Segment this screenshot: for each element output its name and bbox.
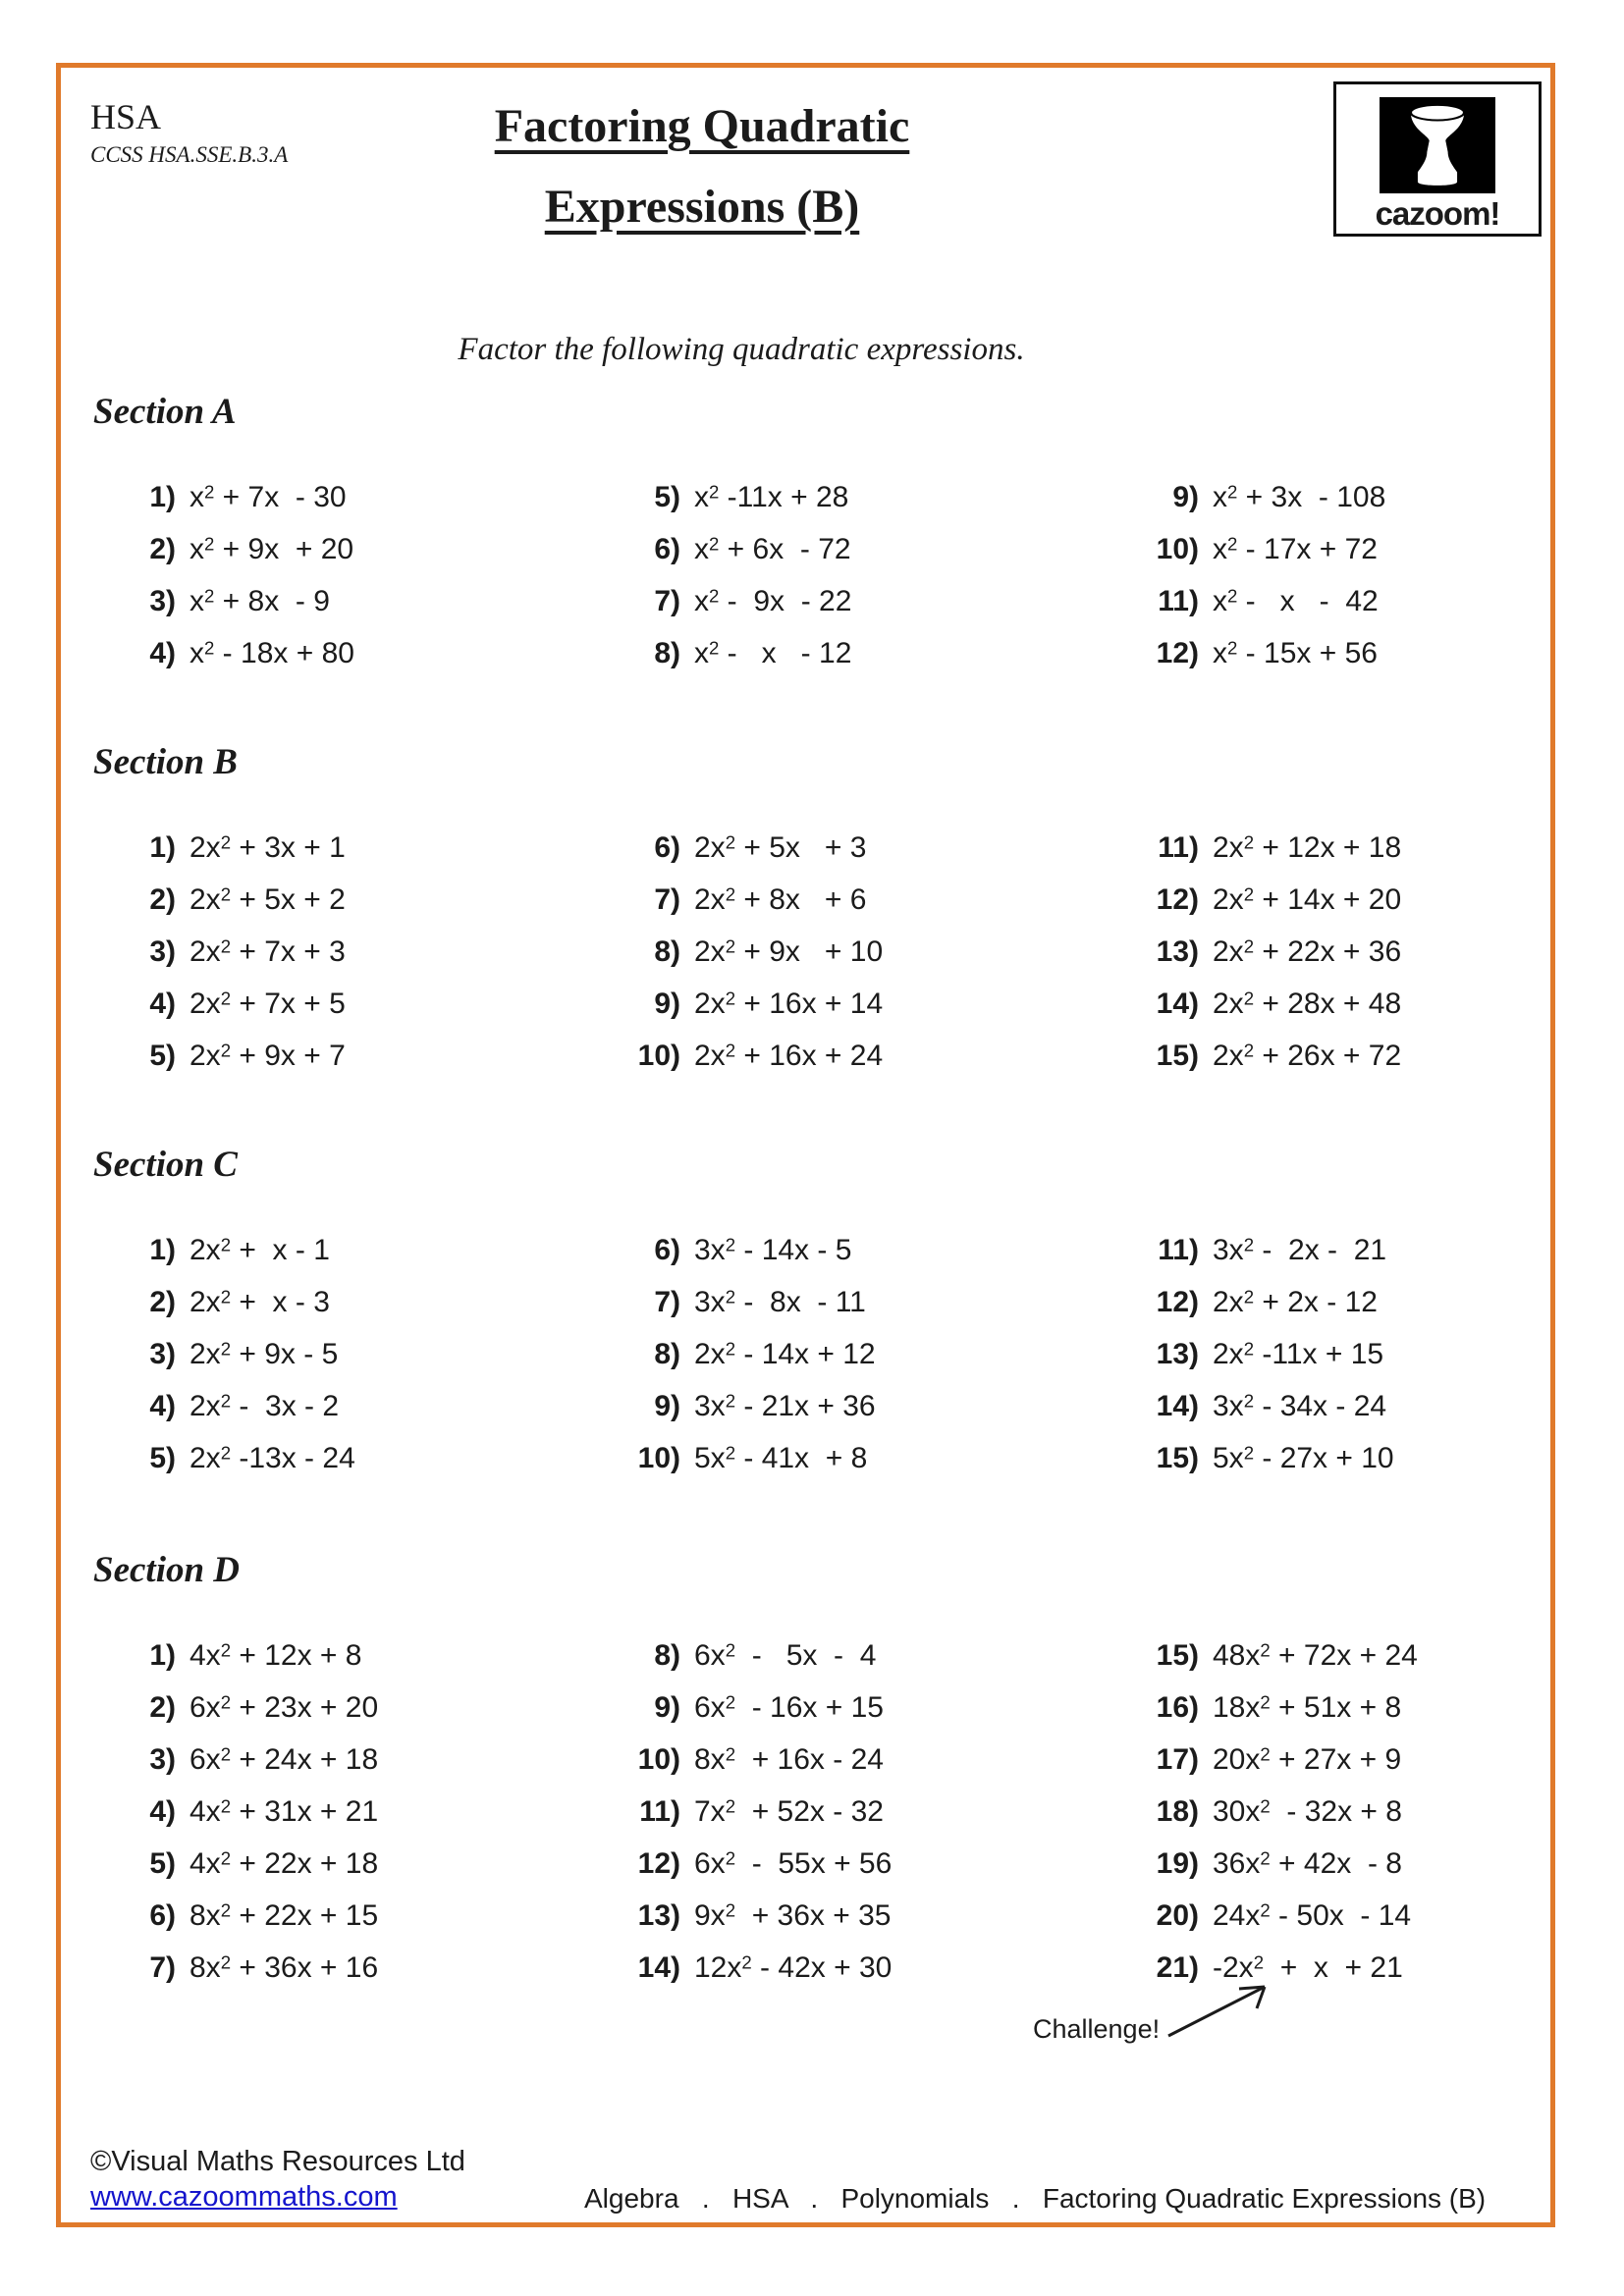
- problem-number: 7): [654, 883, 680, 916]
- problem-number: 9): [1172, 481, 1199, 513]
- problem-column: [103, 481, 354, 689]
- problem-number: 5): [149, 1847, 176, 1880]
- problem-expression: $-2x^2 + x + 21$: [1213, 1951, 1403, 1984]
- problem-number: 6): [654, 533, 680, 565]
- problem-number: 1): [149, 1234, 176, 1266]
- problem-number: 13): [1156, 935, 1199, 968]
- problem-number: 2): [149, 1691, 176, 1724]
- footer-copyright: ©Visual Maths Resources Ltd: [90, 2146, 465, 2177]
- problem-number: 18): [1156, 1795, 1199, 1828]
- problem-number: 2): [149, 883, 176, 916]
- problem-row: [604, 637, 851, 689]
- problem-number: 3): [149, 1743, 176, 1776]
- challenge-label: Challenge!: [1033, 2014, 1161, 2044]
- problem-expression: $12x^2 - 42x + 30$: [694, 1951, 893, 1984]
- problem-number: 13): [1156, 1338, 1199, 1370]
- problem-row: [604, 585, 851, 637]
- problem-row: [103, 1234, 355, 1286]
- problem-expression: $2x^2$ -13x - 24: [189, 1442, 355, 1474]
- problem-expression: $7x^2 + 52x - 32$: [694, 1795, 884, 1828]
- problem-row: [1114, 1795, 1418, 1847]
- problem-expression: $x^2$ - x - 42: [1213, 585, 1379, 617]
- problem-expression: $20x^2 + 27x + 9$: [1213, 1743, 1402, 1776]
- problem-row: [1114, 1338, 1394, 1390]
- problem-number: 11): [1158, 1234, 1199, 1266]
- problem-row: [1114, 1743, 1418, 1795]
- problem-expression: $4x^2 + 31x + 21$: [189, 1795, 379, 1828]
- problem-column: [103, 1234, 355, 1494]
- problem-expression: $2x^2 + 5x + 2$: [189, 883, 346, 916]
- section-title: Section A: [93, 392, 237, 432]
- section-title: Section C: [93, 1145, 238, 1185]
- problem-expression: $4x^2 + 22x + 18$: [189, 1847, 379, 1880]
- problem-row: [604, 533, 851, 585]
- problem-expression: $3x^2 - 2x - 21$: [1213, 1234, 1387, 1266]
- section-title: Section D: [93, 1550, 241, 1590]
- problem-number: 20): [1156, 1899, 1199, 1932]
- problem-number: 14): [1156, 1390, 1199, 1422]
- problem-number: 21): [1156, 1951, 1199, 1984]
- problem-row: [1114, 585, 1385, 637]
- problem-number: 9): [654, 988, 680, 1020]
- problem-row: [103, 1847, 378, 1899]
- problem-number: 17): [1156, 1743, 1199, 1776]
- problem-column: [1114, 481, 1385, 689]
- problem-expression: $2x^2 + 9x - 5$: [189, 1338, 339, 1370]
- problem-number: 3): [149, 585, 176, 617]
- problem-number: 4): [149, 1795, 176, 1828]
- problem-row: [1114, 1899, 1418, 1951]
- problem-number: 5): [149, 1442, 176, 1474]
- problem-expression: $x^2 + 3x - 108$: [1213, 481, 1386, 513]
- problem-row: [604, 1899, 892, 1951]
- page-title: [290, 86, 1114, 247]
- footer-breadcrumb: Algebra . HSA . Polynomials . Factoring Quadratic Expressions (B): [584, 2183, 1487, 2214]
- problem-column: [1114, 1234, 1394, 1494]
- problem-expression: $x^2 - 18x + 80$: [189, 637, 354, 669]
- problem-expression: $6x^2 + 24x + 18$: [189, 1743, 379, 1776]
- section-title: Section B: [93, 742, 238, 782]
- problem-row: [604, 1234, 876, 1286]
- problem-expression: $x^2 - 17x + 72$: [1213, 533, 1378, 565]
- problem-number: 13): [637, 1899, 680, 1932]
- problem-number: 1): [149, 1639, 176, 1672]
- problem-row: [1114, 1691, 1418, 1743]
- problem-expression: $2x^2 + 7x + 3$: [189, 935, 346, 968]
- problem-expression: $5x^2 - 27x + 10$: [1213, 1442, 1394, 1474]
- problem-expression: $2x^2 + x - 1$: [189, 1234, 330, 1266]
- logo-wordmark: cazoom!: [1375, 195, 1500, 232]
- problem-number: 11): [1158, 831, 1199, 864]
- instruction-text: Factor the following quadratic expressions.: [458, 332, 1025, 367]
- problem-row: [604, 1390, 876, 1442]
- problem-number: 4): [149, 637, 176, 669]
- problem-number: 10): [1156, 533, 1199, 565]
- problem-expression: $9x^2 + 36x + 35$: [694, 1899, 892, 1932]
- problem-number: 6): [654, 831, 680, 864]
- drum-icon: [1380, 97, 1495, 193]
- problem-row: [604, 1847, 892, 1899]
- problem-row: [103, 1040, 346, 1092]
- problem-number: 2): [149, 1286, 176, 1318]
- problem-number: 2): [149, 533, 176, 565]
- problem-number: 15): [1156, 1040, 1199, 1072]
- problem-column: [604, 481, 851, 689]
- problem-row: [103, 1743, 378, 1795]
- problem-expression: $3x^2 - 21x + 36$: [694, 1390, 876, 1422]
- problem-row: [103, 831, 346, 883]
- problem-number: 12): [637, 1847, 680, 1880]
- problem-expression: $x^2$ -11x + 28: [694, 481, 849, 513]
- problem-expression: $24x^2 - 50x - 14$: [1213, 1899, 1412, 1932]
- standard-code: CCSS HSA.SSE.B.3.A: [90, 142, 289, 167]
- problem-row: [604, 883, 883, 935]
- problem-expression: $2x^2 + 3x + 1$: [189, 831, 346, 864]
- problem-expression: $2x^2 + 28x + 48$: [1213, 988, 1402, 1020]
- problem-column: [1114, 831, 1401, 1092]
- problem-number: 5): [149, 1040, 176, 1072]
- problem-expression: $2x^2$ -11x + 15: [1213, 1338, 1384, 1370]
- problem-expression: $6x^2 + 23x + 20$: [189, 1691, 379, 1724]
- problem-expression: $2x^2 + 16x + 24$: [694, 1040, 884, 1072]
- problem-row: [103, 1442, 355, 1494]
- problem-expression: $3x^2 - 34x - 24$: [1213, 1390, 1387, 1422]
- problem-row: [103, 1899, 378, 1951]
- problem-column: [1114, 1639, 1418, 2003]
- problem-expression: $48x^2 + 72x + 24$: [1213, 1639, 1418, 1672]
- problem-expression: $x^2 - 15x + 56$: [1213, 637, 1378, 669]
- problem-number: 11): [639, 1795, 680, 1828]
- course-code: HSA: [90, 97, 162, 136]
- problem-number: 10): [637, 1442, 680, 1474]
- problem-row: [103, 988, 346, 1040]
- problem-row: [604, 935, 883, 988]
- page-title-line1: Factoring Quadratic: [494, 100, 910, 152]
- problem-row: [604, 1286, 876, 1338]
- problem-expression: $2x^2 - 14x + 12$: [694, 1338, 876, 1370]
- problem-row: [103, 585, 354, 637]
- problem-number: 1): [149, 831, 176, 864]
- problem-row: [103, 935, 346, 988]
- problem-column: [604, 831, 883, 1092]
- problem-row: [103, 533, 354, 585]
- problem-column: [103, 1639, 378, 2003]
- page-title-line2: Expressions (B): [544, 181, 860, 233]
- problem-number: 6): [654, 1234, 680, 1266]
- problem-expression: $2x^2 + 22x + 36$: [1213, 935, 1402, 968]
- problem-expression: $8x^2 + 36x + 16$: [189, 1951, 379, 1984]
- problem-expression: $36x^2 + 42x - 8$: [1213, 1847, 1402, 1880]
- problem-row: [1114, 481, 1385, 533]
- problem-number: 10): [637, 1040, 680, 1072]
- problem-row: [103, 1338, 355, 1390]
- problem-row: [103, 883, 346, 935]
- problem-row: [1114, 1639, 1418, 1691]
- problem-expression: $2x^2 + 12x + 18$: [1213, 831, 1402, 864]
- problem-row: [604, 1442, 876, 1494]
- problem-number: 12): [1156, 637, 1199, 669]
- problem-row: [604, 481, 851, 533]
- problem-row: [604, 1040, 883, 1092]
- problem-number: 12): [1156, 1286, 1199, 1318]
- problem-row: [604, 1951, 892, 2003]
- problem-expression: $2x^2 - 3x - 2$: [189, 1390, 340, 1422]
- problem-expression: $6x^2 - 5x - 4$: [694, 1639, 877, 1672]
- problem-number: 15): [1156, 1639, 1199, 1672]
- problem-number: 8): [654, 637, 680, 669]
- problem-row: [1114, 533, 1385, 585]
- problem-row: [103, 1795, 378, 1847]
- problem-expression: $6x^2 - 16x + 15$: [694, 1691, 884, 1724]
- problem-row: [103, 481, 354, 533]
- problem-row: [103, 1951, 378, 2003]
- problem-expression: $4x^2 + 12x + 8$: [189, 1639, 362, 1672]
- problem-number: 16): [1156, 1691, 1199, 1724]
- problem-expression: $2x^2 + 5x + 3$: [694, 831, 867, 864]
- problem-row: [604, 1691, 892, 1743]
- problem-expression: $x^2 + 9x + 20$: [189, 533, 354, 565]
- problem-row: [103, 1390, 355, 1442]
- problem-row: [604, 1743, 892, 1795]
- problem-number: 9): [654, 1390, 680, 1422]
- problem-expression: $2x^2 + 9x + 10$: [694, 935, 884, 968]
- problem-expression: $2x^2 + 26x + 72$: [1213, 1040, 1402, 1072]
- problem-expression: $3x^2 - 8x - 11$: [694, 1286, 866, 1318]
- problem-expression: $5x^2 - 41x + 8$: [694, 1442, 868, 1474]
- problem-row: [604, 831, 883, 883]
- problem-column: [604, 1639, 892, 2003]
- problem-expression: $x^2 + 8x - 9$: [189, 585, 330, 617]
- problem-expression: $2x^2 + 2x - 12$: [1213, 1286, 1378, 1318]
- problem-column: [604, 1234, 876, 1494]
- problem-number: 4): [149, 988, 176, 1020]
- problem-expression: $2x^2 + 16x + 14$: [694, 988, 884, 1020]
- problem-number: 6): [149, 1899, 176, 1932]
- problem-row: [103, 1286, 355, 1338]
- footer-website-link[interactable]: www.cazoommaths.com: [90, 2181, 398, 2213]
- challenge-arrow-icon: [1166, 1975, 1284, 2044]
- problem-expression: $2x^2 + 14x + 20$: [1213, 883, 1402, 916]
- problem-number: 7): [654, 1286, 680, 1318]
- problem-row: [1114, 831, 1401, 883]
- problem-expression: $x^2$ - x - 12: [694, 637, 852, 669]
- problem-row: [1114, 637, 1385, 689]
- problem-number: 8): [654, 1338, 680, 1370]
- problem-number: 14): [1156, 988, 1199, 1020]
- problem-number: 8): [654, 935, 680, 968]
- problem-expression: $3x^2 - 14x - 5$: [694, 1234, 852, 1266]
- problem-row: [1114, 1847, 1418, 1899]
- problem-number: 15): [1156, 1442, 1199, 1474]
- problem-expression: $8x^2 + 16x - 24$: [694, 1743, 884, 1776]
- problem-column: [103, 831, 346, 1092]
- problem-row: [604, 988, 883, 1040]
- problem-number: 5): [654, 481, 680, 513]
- problem-expression: $x^2 - 9x - 22$: [694, 585, 852, 617]
- problem-number: 19): [1156, 1847, 1199, 1880]
- problem-row: [1114, 1234, 1394, 1286]
- problem-number: 11): [1158, 585, 1199, 617]
- problem-expression: $x^2 + 7x - 30$: [189, 481, 347, 513]
- problem-row: [103, 637, 354, 689]
- problem-row: [1114, 1390, 1394, 1442]
- problem-row: [1114, 935, 1401, 988]
- problem-row: [103, 1691, 378, 1743]
- problem-row: [604, 1795, 892, 1847]
- problem-expression: $6x^2 - 55x + 56$: [694, 1847, 893, 1880]
- problem-number: 14): [637, 1951, 680, 1984]
- problem-expression: $x^2 + 6x - 72$: [694, 533, 851, 565]
- problem-expression: $18x^2 + 51x + 8$: [1213, 1691, 1402, 1724]
- problem-row: [1114, 1442, 1394, 1494]
- problem-number: 1): [149, 481, 176, 513]
- problem-row: [604, 1639, 892, 1691]
- problem-expression: $8x^2 + 22x + 15$: [189, 1899, 379, 1932]
- problem-row: [1114, 883, 1401, 935]
- problem-row: [103, 1639, 378, 1691]
- problem-expression: $2x^2 + x - 3$: [189, 1286, 330, 1318]
- problem-expression: $2x^2 + 7x + 5$: [189, 988, 346, 1020]
- problem-number: 7): [149, 1951, 176, 1984]
- problem-number: 12): [1156, 883, 1199, 916]
- problem-number: 10): [637, 1743, 680, 1776]
- problem-number: 3): [149, 1338, 176, 1370]
- problem-expression: $30x^2 - 32x + 8$: [1213, 1795, 1402, 1828]
- problem-expression: $2x^2 + 9x + 7$: [189, 1040, 346, 1072]
- problem-row: [1114, 988, 1401, 1040]
- problem-number: 9): [654, 1691, 680, 1724]
- problem-expression: $2x^2 + 8x + 6$: [694, 883, 867, 916]
- problem-row: [604, 1338, 876, 1390]
- problem-number: 7): [654, 585, 680, 617]
- problem-number: 3): [149, 935, 176, 968]
- problem-row: [1114, 1286, 1394, 1338]
- problem-number: 8): [654, 1639, 680, 1672]
- problem-row: [1114, 1040, 1401, 1092]
- problem-number: 4): [149, 1390, 176, 1422]
- cazoom-logo: [1333, 81, 1542, 237]
